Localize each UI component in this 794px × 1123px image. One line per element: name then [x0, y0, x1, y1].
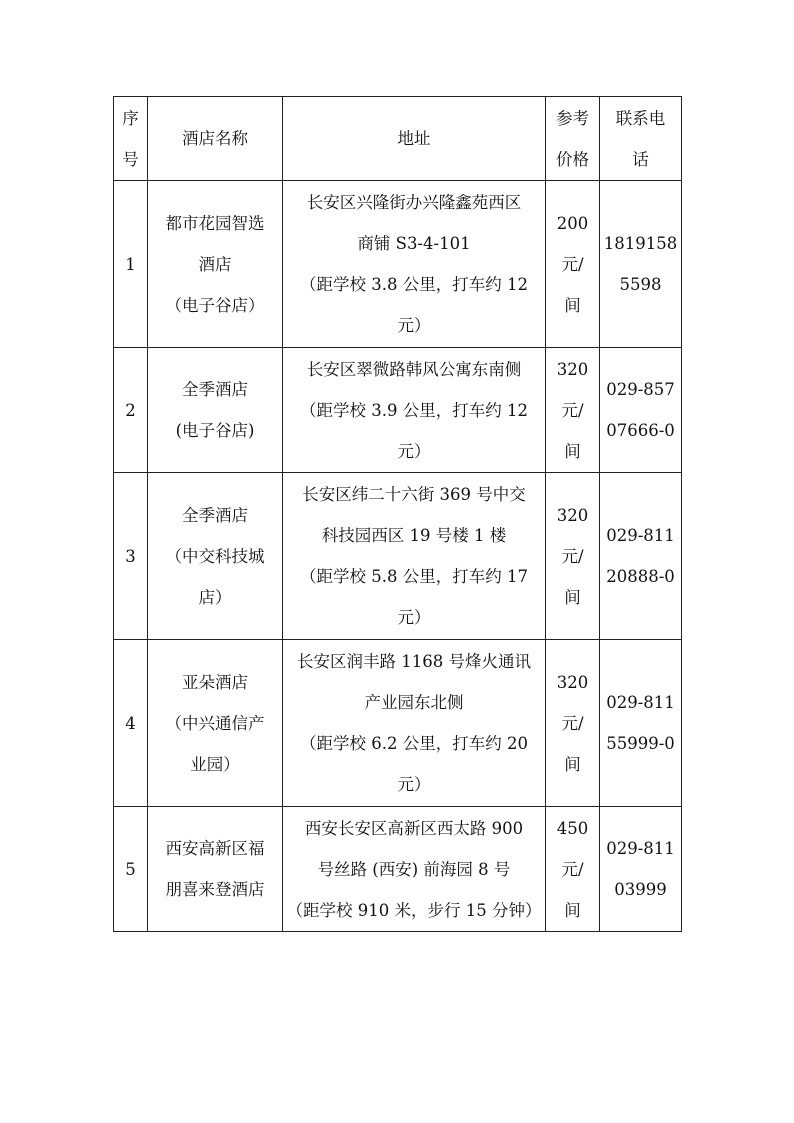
header-index: 序 号	[114, 97, 148, 181]
cell-index: 1	[114, 181, 148, 348]
header-hotel-name: 酒店名称	[148, 97, 283, 181]
cell-hotel-name: 全季酒店 (电子谷店)	[148, 348, 283, 473]
cell-price: 200 元/ 间	[546, 181, 600, 348]
cell-address: 长安区纬二十六街 369 号中交 科技园西区 19 号楼 1 楼 （距学校 5.8 公里，打车约 17 元）	[283, 473, 546, 640]
cell-index: 5	[114, 807, 148, 932]
cell-index: 4	[114, 640, 148, 807]
cell-hotel-name: 都市花园智选 酒店 （电子谷店）	[148, 181, 283, 348]
header-phone: 联系电 话	[600, 97, 682, 181]
header-row	[114, 97, 682, 181]
cell-price: 320 元/ 间	[546, 640, 600, 807]
cell-phone: 029-857 07666-0	[600, 348, 682, 473]
cell-address: 长安区兴隆街办兴隆鑫苑西区 商铺 S3-4-101 （距学校 3.8 公里，打车约 12 元）	[283, 181, 546, 348]
table-row	[114, 348, 682, 473]
table-row	[114, 181, 682, 348]
cell-hotel-name: 全季酒店 （中交科技城 店）	[148, 473, 283, 640]
cell-address: 长安区翠微路韩风公寓东南侧 （距学校 3.9 公里，打车约 12 元）	[283, 348, 546, 473]
table-row	[114, 807, 682, 932]
header-address: 地址	[283, 97, 546, 181]
table-row	[114, 640, 682, 807]
cell-phone: 029-811 20888-0	[600, 473, 682, 640]
cell-address: 长安区润丰路 1168 号烽火通讯 产业园东北侧 （距学校 6.2 公里，打车约 20 元）	[283, 640, 546, 807]
cell-price: 450 元/ 间	[546, 807, 600, 932]
cell-hotel-name: 亚朵酒店 （中兴通信产 业园）	[148, 640, 283, 807]
cell-index: 2	[114, 348, 148, 473]
cell-price: 320 元/ 间	[546, 348, 600, 473]
header-price: 参考 价格	[546, 97, 600, 181]
cell-phone: 029-811 55999-0	[600, 640, 682, 807]
hotel-table	[113, 96, 682, 932]
cell-hotel-name: 西安高新区福 朋喜来登酒店	[148, 807, 283, 932]
cell-phone: 029-811 03999	[600, 807, 682, 932]
table-row	[114, 473, 682, 640]
cell-price: 320 元/ 间	[546, 473, 600, 640]
cell-address: 西安长安区高新区西太路 900 号丝路 (西安) 前海园 8 号 （距学校 910 米，步行 15 分钟）	[283, 807, 546, 932]
cell-index: 3	[114, 473, 148, 640]
cell-phone: 1819158 5598	[600, 181, 682, 348]
